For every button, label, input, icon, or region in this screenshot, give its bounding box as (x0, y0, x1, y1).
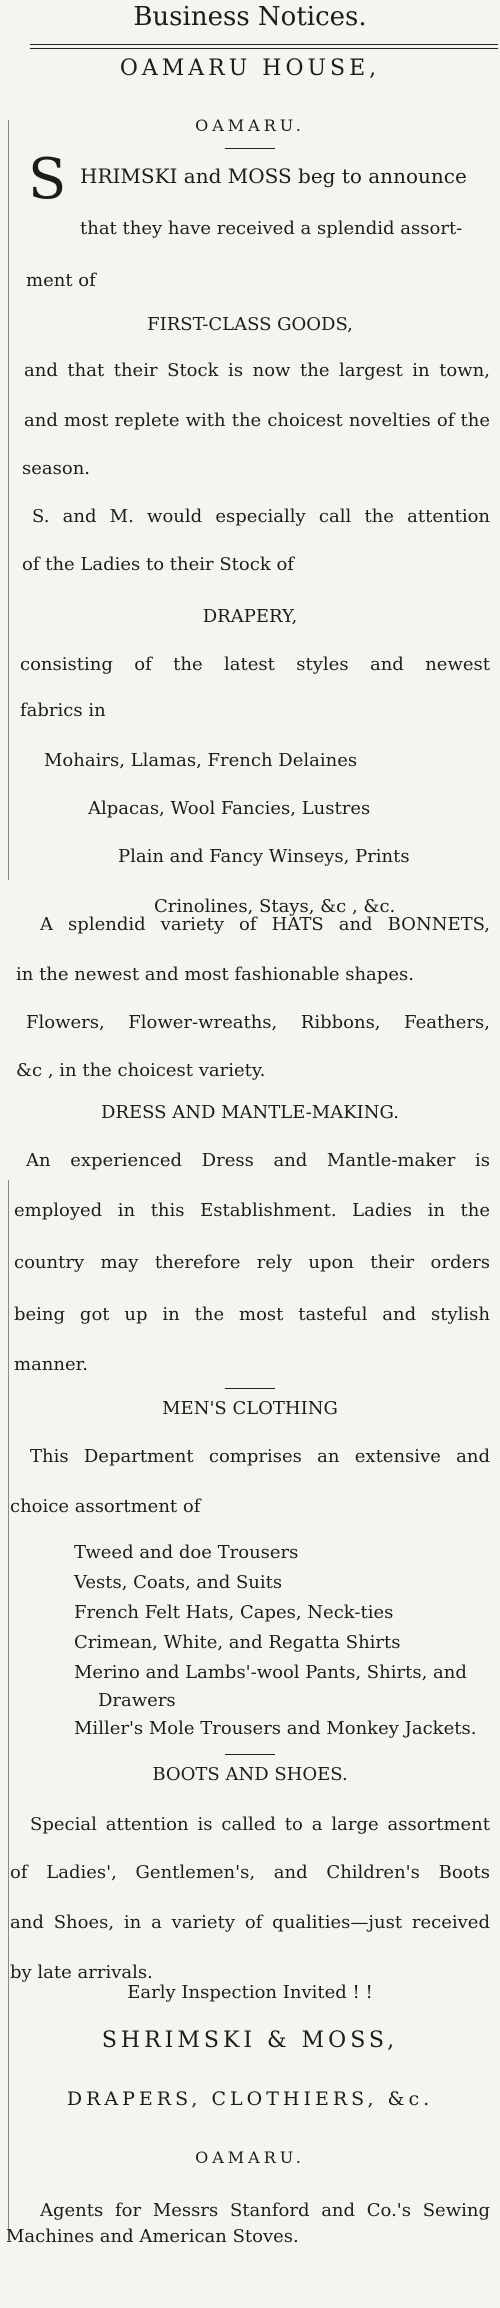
body-line: A splendid variety of HATS and BONNETS, (40, 914, 490, 935)
body-line: employed in this Establishment. Ladies in the (14, 1200, 490, 1221)
body-line: This Department comprises an extensive and (30, 1446, 490, 1467)
title-rule (30, 44, 498, 45)
fabric-item: Crinolines, Stays, &c , &c. (154, 896, 396, 917)
short-rule (225, 148, 275, 149)
fabric-item: Mohairs, Llamas, French Delaines (44, 750, 358, 771)
dress-heading: DRESS AND MANTLE-MAKING. (101, 1102, 399, 1123)
agents-line: Agents for Messrs Stanford and Co.'s Sewing (40, 2200, 490, 2221)
body-line: &c , in the choicest variety. (16, 1060, 266, 1081)
body-line: Flowers, Flower-wreaths, Ribbons, Feathers, (26, 1012, 490, 1033)
intro-line: that they have received a splendid assort- (80, 218, 463, 239)
body-line: S. and M. would especially call the attention (32, 506, 490, 527)
clothing-item: Miller's Mole Trousers and Monkey Jackets. (74, 1718, 477, 1739)
body-line: An experienced Dress and Mantle-maker is (26, 1150, 490, 1171)
short-rule (225, 1388, 275, 1389)
body-line: of Ladies', Gentlemen's, and Children's Boots (10, 1862, 490, 1883)
fabric-item: Alpacas, Wool Fancies, Lustres (88, 798, 371, 819)
body-line: in the newest and most fashionable shapes. (16, 964, 414, 985)
body-line: fabrics in (20, 700, 106, 721)
title-rule (30, 48, 498, 49)
intro-line: ment of (26, 270, 96, 291)
column-divider (8, 120, 9, 880)
body-line: being got up in the most tasteful and stylish (14, 1304, 490, 1325)
fabric-item: Plain and Fancy Winseys, Prints (118, 846, 410, 867)
body-line: manner. (14, 1354, 88, 1375)
body-line: and most replete with the choicest novelties of the (24, 410, 490, 431)
boots-heading: BOOTS AND SHOES. (152, 1764, 348, 1785)
drop-cap: S (28, 147, 67, 212)
first-class-heading: FIRST-CLASS GOODS, (147, 314, 353, 335)
signature: SHRIMSKI & MOSS, (101, 2028, 399, 2053)
clothing-item: Merino and Lambs'-wool Pants, Shirts, and (74, 1662, 467, 1683)
town-header: OAMARU. (195, 116, 305, 135)
house-name: OAMARU HOUSE, (119, 56, 381, 81)
inspection-line: Early Inspection Invited ! ! (127, 1982, 373, 2003)
trades: DRAPERS, CLOTHIERS, &c. (66, 2088, 434, 2110)
intro-line: HRIMSKI and MOSS beg to announce (80, 164, 467, 188)
body-line: choice assortment of (10, 1496, 201, 1517)
body-line: of the Ladies to their Stock of (22, 554, 294, 575)
body-line: consisting of the latest styles and newest (20, 654, 490, 675)
town-footer: OAMARU. (195, 2148, 305, 2167)
clothing-item: Vests, Coats, and Suits (74, 1572, 283, 1593)
mens-heading: MEN'S CLOTHING (162, 1398, 338, 1419)
agents-line: Machines and American Stoves. (6, 2226, 299, 2247)
section-title: Business Notices. (133, 2, 367, 32)
body-line: and that their Stock is now the largest in town, (24, 360, 490, 381)
body-line: by late arrivals. (10, 1962, 153, 1983)
clothing-item: French Felt Hats, Capes, Neck-ties (74, 1602, 394, 1623)
body-line: Special attention is called to a large assortment (30, 1814, 490, 1835)
clothing-item: Drawers (98, 1690, 176, 1711)
body-line: country may therefore rely upon their orders (14, 1252, 490, 1273)
drapery-heading: DRAPERY, (202, 606, 298, 627)
body-line: season. (22, 458, 91, 479)
column-divider (8, 1180, 9, 2240)
clothing-item: Tweed and doe Trousers (74, 1542, 299, 1563)
body-line: and Shoes, in a variety of qualities—just received (10, 1912, 490, 1933)
clothing-item: Crimean, White, and Regatta Shirts (74, 1632, 401, 1653)
short-rule (225, 1754, 275, 1755)
